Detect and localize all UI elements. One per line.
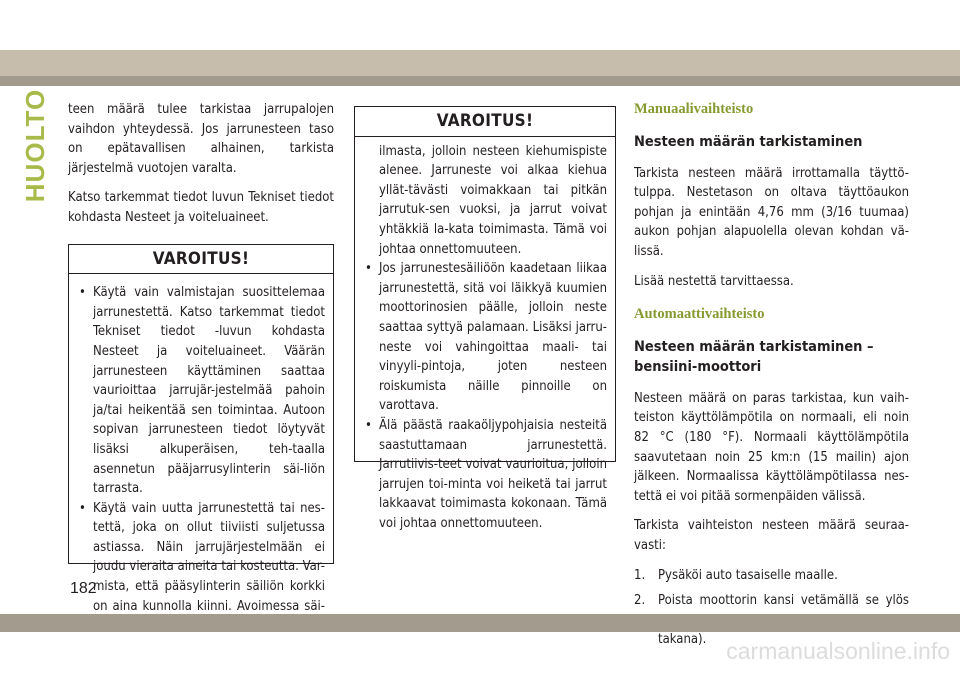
- step-number: 1.: [634, 567, 646, 583]
- page-number: 182: [70, 580, 97, 597]
- warning-item-text: Käytä vain valmistajan suosittelemaa jarrunestettä. Katso tarkemmat tiedot Tekniset tiedot -luvun kohdasta Nesteet ja voiteluaineet. Väärän jarrunesteen käyttäminen saattaa vaurioittaa jarrujär-jestelmää pahoin ja/tai heikentää sen toimintaa. Autoon sopivan jarrunesteen tiedot löytyvät lisäksi alkuperäisen, teh-taalla asennetun pääjarrusylinterin säi-liön tarrasta.: [93, 285, 325, 497]
- subsection-heading: Nesteen määrän tarkistaminen: [634, 133, 863, 150]
- paragraph: teen määrä tulee tarkistaa jarrupalojen vaihdon yhteydessä. Jos jarrunesteen taso on epätavallisen alhainen, tarkista järjestelmä vuotojen varalta.: [68, 102, 334, 176]
- warning-item-text: Käytä vain uutta jarrunestettä tai nes-tettä, joka on ollut tiiviisti suljetussa astiassa. Näin jarrujärjestelmään ei joudu vieraita aineita tai kosteutta. Var-mista, että pääsylinterin säiliön korkki on aina kunnolla kiinni. Avoimessa säi-: [93, 500, 325, 614]
- paragraph: Nesteen määrä on paras tarkistaa, kun vaih-teiston käyttölämpötila on normaali, eli noin 82 °C (180 °F). Normaali käyttölämpötila saavutetaan noin 25 km:n (15 mailin) ajon jälkeen. Normaalissa käyttölämpötilassa nes-tettä ei voi pitää sormenpäiden välissä.: [634, 390, 909, 504]
- warning-item: [79, 283, 325, 499]
- footer-band: [0, 614, 960, 632]
- bullet-icon: •: [365, 261, 372, 277]
- section-heading: Manuaalivaihteisto: [634, 101, 754, 117]
- step-text: Pysäköi auto tasaiselle maalle.: [658, 567, 838, 583]
- section-heading: Automaattivaihteisto: [634, 306, 765, 323]
- warning-item-text: Älä päästä raakaöljypohjaisia nesteitä saastuttamaan jarrunestettä. Jarrutiivis-teet voivat vaurioitua, jolloin jarrujen toi-minta voi heiketä tai jarrut lakkaavat toimimasta kokonaan. Tämä voi johtaa onnettomuuteen.: [379, 417, 607, 531]
- step-item: [634, 566, 909, 586]
- warning-title: VAROITUS!: [355, 107, 615, 137]
- bullet-icon: •: [79, 285, 86, 301]
- warning-item: [365, 416, 607, 534]
- step-text: Poista moottorin kansi vetämällä se ylös takana).: [658, 593, 909, 648]
- warning-list: [365, 259, 607, 533]
- paragraph: Katso tarkemmat tiedot luvun Tekniset tiedot kohdasta Nesteet ja voiteluaineet.: [68, 190, 334, 225]
- bullet-icon: •: [79, 500, 86, 516]
- header-band-stripe: [0, 76, 960, 86]
- step-number: 2.: [634, 593, 646, 609]
- paragraph: Tarkista nesteen määrä irrottamalla täyttö-tulppa. Nestetason on oltava täyttöaukon pohjan ja enintään 4,76 mm (3/16 tuumaa) aukon pohjan alapuolella olevan kohdan vä-lissä.: [634, 165, 909, 259]
- subsection-heading: Nesteen määrän tarkistaminen – bensiini-moottori: [634, 338, 874, 375]
- column-middle: [354, 106, 616, 531]
- warning-list: [69, 274, 333, 636]
- warning-title: VAROITUS!: [69, 245, 333, 275]
- warning-box: [354, 106, 616, 531]
- warning-item-text: Jos jarrunestesäiliöön kaadetaan liikaa jarrunestettä, sitä voi läikkyä kuumien moottorinosien päälle, jolloin neste saattaa syttyä palamaan. Lisäksi jarru-neste voi vahingoittaa maali- tai vinyyli-pintoja, joten nesteen roiskumista näille pinnoille on varottava.: [379, 261, 607, 414]
- warning-body: [355, 137, 615, 534]
- warning-continuation: ilmasta, jolloin nesteen kiehumispiste alenee. Jarruneste voi alkaa kiehua yllät-tävästi voimakkaan tai pitkän jarrutuk-sen vuoksi, ja jarrut voivat yhtäkkiä la-kata toimimasta. Tämä voi johtaa onnettomuuteen.: [379, 143, 607, 257]
- section-tab-label: HUOLTO: [20, 88, 51, 202]
- bullet-icon: •: [365, 417, 372, 433]
- paragraph: Tarkista vaihteiston nesteen määrä seuraa-vasti:: [634, 518, 909, 553]
- paragraph: Lisää nestettä tarvittaessa.: [634, 273, 794, 289]
- warning-item: [365, 259, 607, 416]
- section-tab: [12, 88, 60, 202]
- column-right: [634, 100, 909, 656]
- watermark: carmanualsonline.info: [726, 638, 950, 664]
